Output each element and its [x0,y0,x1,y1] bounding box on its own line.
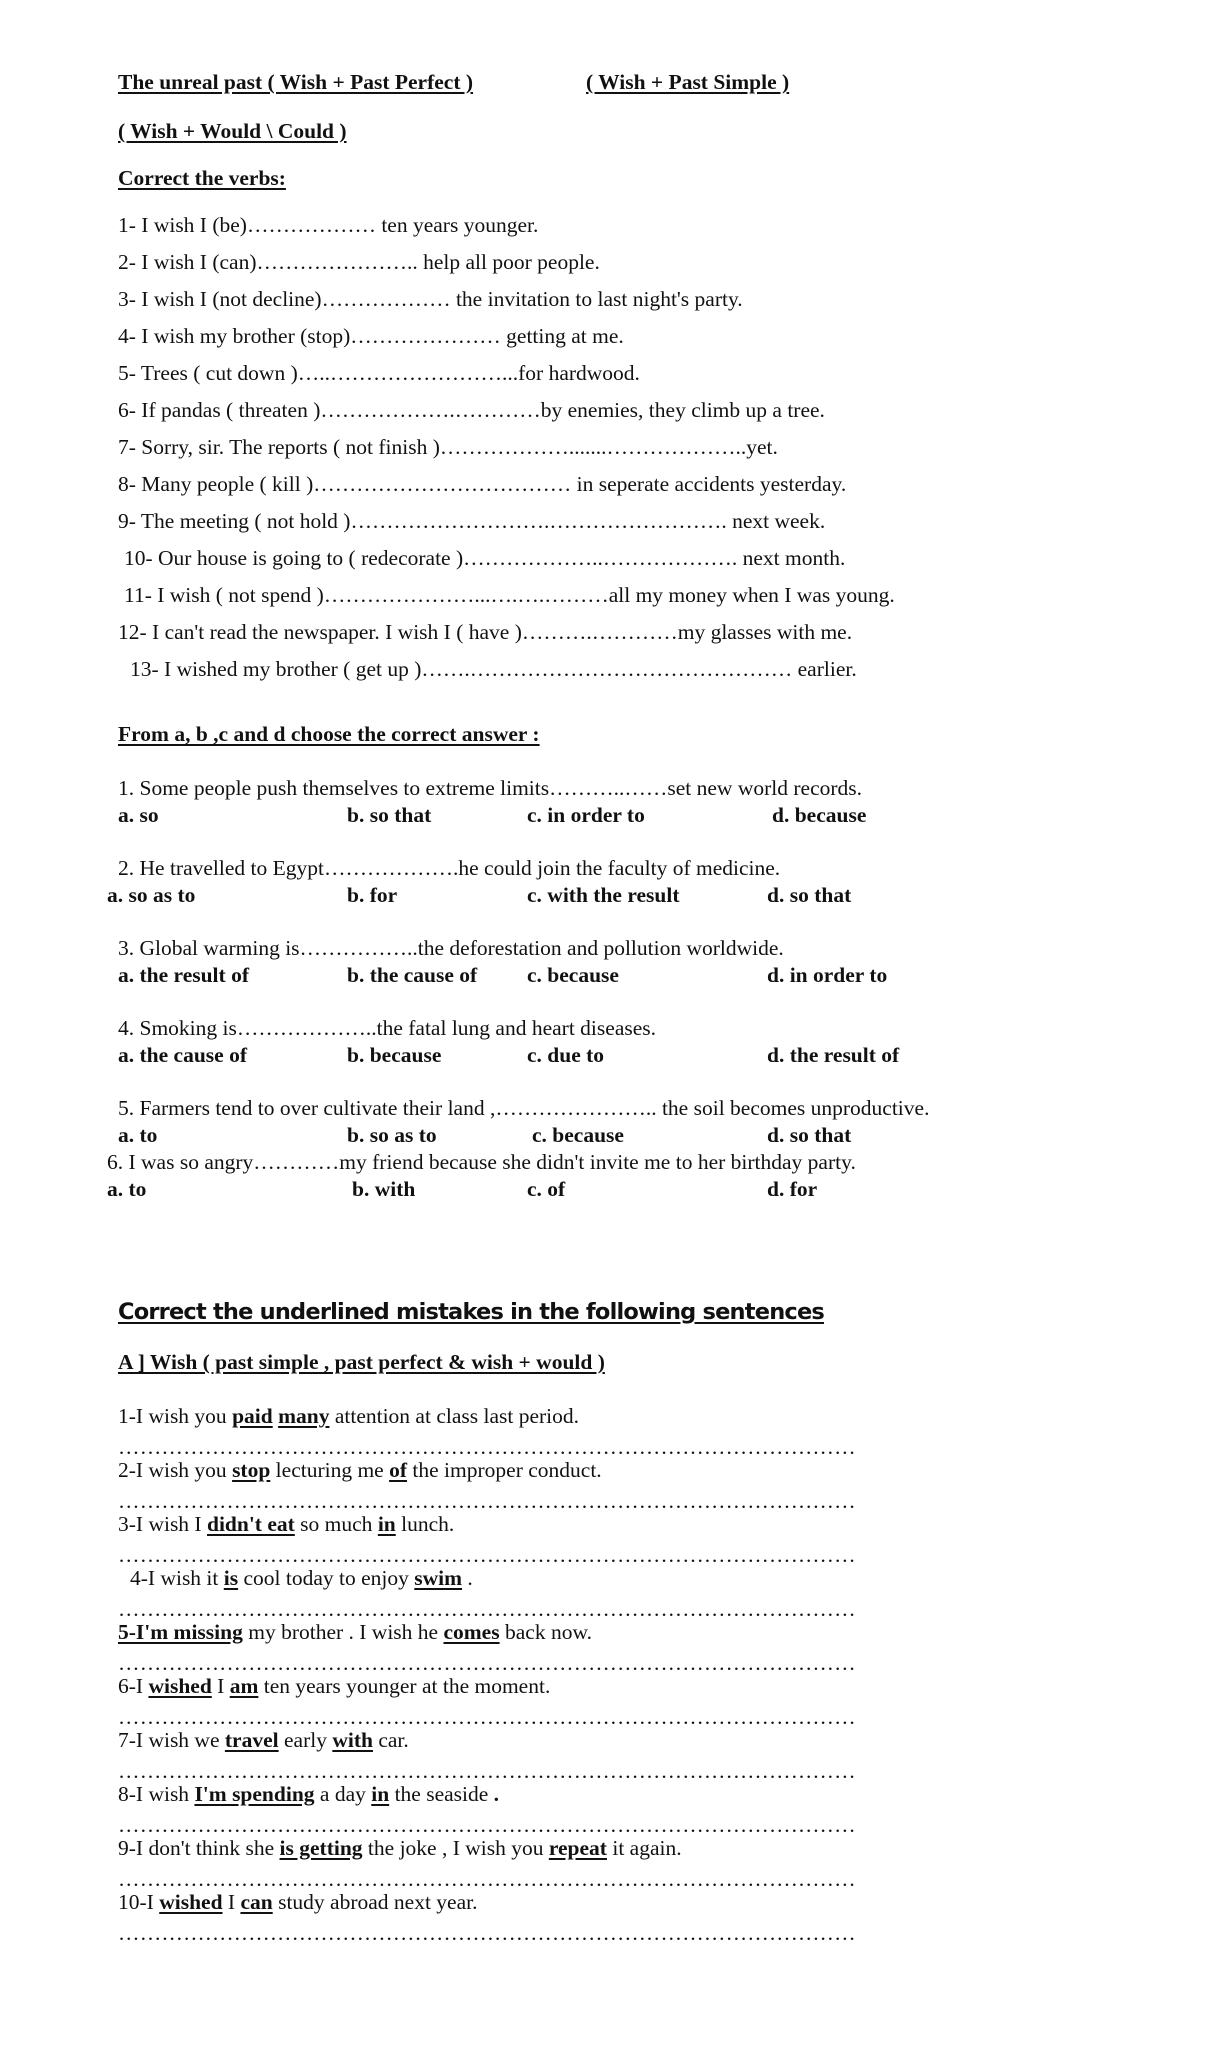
q1-option-c: c. in order to [527,803,645,827]
verb-item-6: 6- If pandas ( threaten )……………….…………by enemies, they climb up a tree. [118,398,825,422]
title-right: ( Wish + Past Simple ) [586,70,790,94]
answer-line-2[interactable]: ………………………………………………………………………………………… [118,1489,856,1513]
q6-option-c: c. of [527,1177,566,1201]
verb-item-3: 3- I wish I (not decline)……………… the invitation to last night's party. [118,287,743,311]
verb-item-12: 12- I can't read the newspaper. I wish I ( have )……….…………my glasses with me. [118,620,853,644]
answer-line-7[interactable]: ………………………………………………………………………………………… [118,1759,856,1783]
verb-item-1: 1- I wish I (be)……………… ten years younger. [118,213,539,237]
mistake-sentence-2: 2-I wish you stop lecturing me of the improper conduct. [118,1458,602,1482]
q3-option-b: b. the cause of [347,963,478,987]
mistake-sentence-7: 7-I wish we travel early with car. [118,1728,409,1752]
q4-option-a: a. the cause of [118,1043,247,1067]
verb-item-10: 10- Our house is going to ( redecorate )………………..………………. next month. [124,546,846,570]
mistakes-heading: Correct the underlined mistakes in the following sentences [118,1299,824,1325]
q3-option-a: a. the result of [118,963,249,987]
q6-option-b: b. with [352,1177,416,1201]
mistake-sentence-4: 4-I wish it is cool today to enjoy swim . [130,1566,473,1590]
mistake-sentence-10: 10-I wished I can study abroad next year. [118,1890,478,1914]
verb-item-7: 7- Sorry, sir. The reports ( not finish )……………….......………………..yet. [118,435,778,459]
answer-line-3[interactable]: ………………………………………………………………………………………… [118,1543,856,1567]
mistake-sentence-6: 6-I wished I am ten years younger at the moment. [118,1674,551,1698]
q5-option-b: b. so as to [347,1123,437,1147]
q6-option-a: a. to [107,1177,147,1201]
question-3: 3. Global warming is……………..the deforestation and pollution worldwide. [118,936,784,960]
mistake-sentence-9: 9-I don't think she is getting the joke , I wish you repeat it again. [118,1836,682,1860]
q1-option-a: a. so [118,803,159,827]
answer-line-1[interactable]: ………………………………………………………………………………………… [118,1435,856,1459]
q2-option-c: c. with the result [527,883,680,907]
mistake-sentence-1: 1-I wish you paid many attention at class last period. [118,1404,580,1428]
answer-line-9[interactable]: ………………………………………………………………………………………… [118,1867,856,1891]
choose-heading: From a, b ,c and d choose the correct answer : [118,722,540,746]
q5-option-d: d. so that [767,1123,852,1147]
q3-option-c: c. because [527,963,619,987]
q5-option-c: c. because [532,1123,624,1147]
answer-line-5[interactable]: ………………………………………………………………………………………… [118,1651,856,1675]
verb-item-11: 11- I wish ( not spend )…………………...….….………all my money when I was young. [124,583,895,607]
answer-line-10[interactable]: ………………………………………………………………………………………… [118,1921,856,1945]
answer-line-4[interactable]: ………………………………………………………………………………………… [118,1597,856,1621]
verb-item-5: 5- Trees ( cut down )…..……………………...for hardwood. [118,361,640,385]
q4-option-c: c. due to [527,1043,605,1067]
title-left: The unreal past ( Wish + Past Perfect ) [118,70,474,94]
q4-option-b: b. because [347,1043,442,1067]
q2-option-a: a. so as to [107,883,196,907]
title-line2: ( Wish + Would \ Could ) [118,119,347,143]
q6-option-d: d. for [767,1177,818,1201]
mistake-sentence-3: 3-I wish I didn't eat so much in lunch. [118,1512,455,1536]
q2-option-d: d. so that [767,883,852,907]
q2-option-b: b. for [347,883,398,907]
answer-line-6[interactable]: ………………………………………………………………………………………… [118,1705,856,1729]
verb-item-4: 4- I wish my brother (stop)………………… getting at me. [118,324,624,348]
q1-option-b: b. so that [347,803,432,827]
question-4: 4. Smoking is………………..the fatal lung and heart diseases. [118,1016,657,1040]
verb-item-13: 13- I wished my brother ( get up )…….……………………………………… earlier. [130,657,857,681]
mistakes-subheading: A ] Wish ( past simple , past perfect & wish + would ) [118,1350,605,1374]
verb-item-8: 8- Many people ( kill )……………………………… in seperate accidents yesterday. [118,472,847,496]
q3-option-d: d. in order to [767,963,888,987]
verb-item-9: 9- The meeting ( not hold )……………………….……………………. next week. [118,509,826,533]
q4-option-d: d. the result of [767,1043,900,1067]
mistake-sentence-5: 5-I'm missing my brother . I wish he comes back now. [118,1620,592,1644]
verb-item-2: 2- I wish I (can)………………….. help all poor people. [118,250,600,274]
question-5: 5. Farmers tend to over cultivate their land ,………………….. the soil becomes unproductive. [118,1096,930,1120]
verbs-heading: Correct the verbs: [118,166,286,190]
mistake-sentence-8: 8-I wish I'm spending a day in the seaside . [118,1782,500,1806]
answer-line-8[interactable]: ………………………………………………………………………………………… [118,1813,856,1837]
question-6: 6. I was so angry…………my friend because she didn't invite me to her birthday party. [107,1150,856,1174]
question-1: 1. Some people push themselves to extreme limits………..……set new world records. [118,776,863,800]
q1-option-d: d. because [772,803,867,827]
q5-option-a: a. to [118,1123,158,1147]
question-2: 2. He travelled to Egypt……………….he could join the faculty of medicine. [118,856,781,880]
